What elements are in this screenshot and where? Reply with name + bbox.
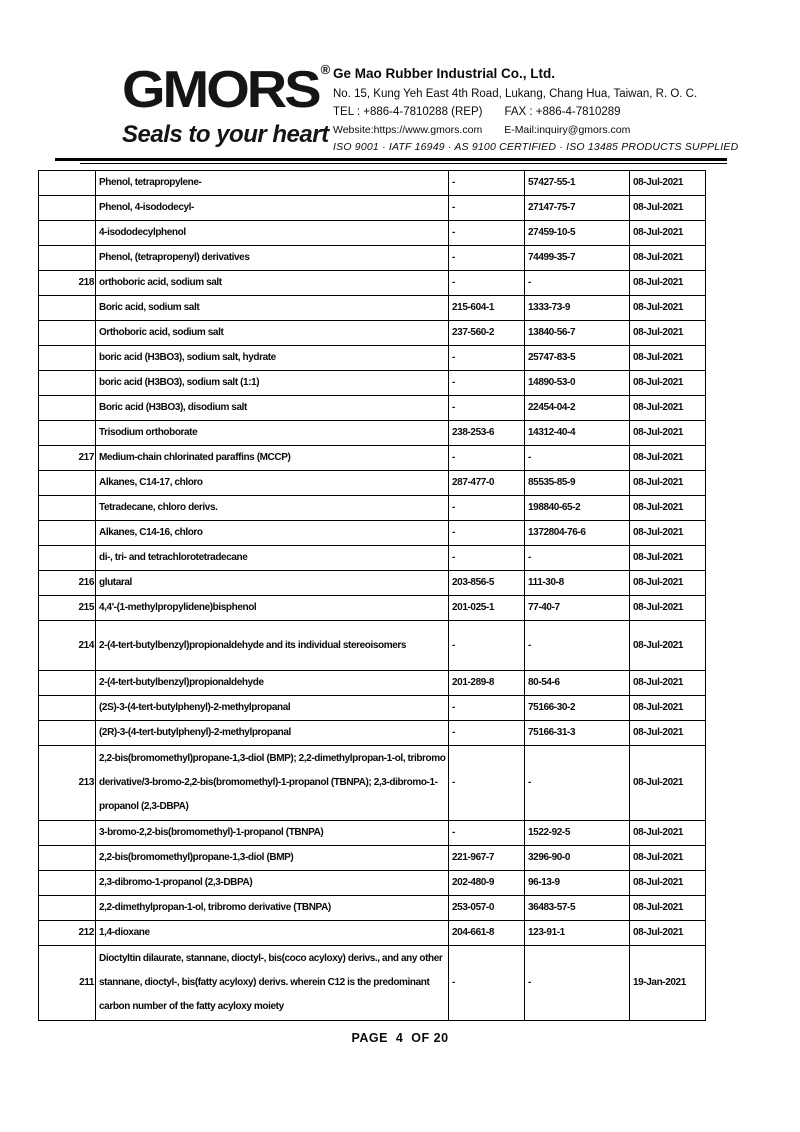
cas-number: 57427-55-1 (525, 171, 630, 196)
company-phone-line (333, 106, 753, 118)
cas-number: - (525, 746, 630, 821)
inclusion-date: 08-Jul-2021 (630, 696, 706, 721)
cas-number: 22454-04-2 (525, 396, 630, 421)
company-email: E-Mail:inquiry@gmors.com (504, 124, 631, 136)
substance-name: Trisodium orthoborate (96, 421, 449, 446)
substance-name: 2-(4-tert-butylbenzyl)propionaldehyde and its individual stereoisomers (96, 621, 449, 671)
substance-name: Orthoboric acid, sodium salt (96, 321, 449, 346)
substance-name: Tetradecane, chloro derivs. (96, 496, 449, 521)
ec-number: 215-604-1 (449, 296, 525, 321)
table-row (39, 571, 706, 596)
table-row (39, 871, 706, 896)
table-row (39, 471, 706, 496)
row-number (39, 221, 96, 246)
ec-number: - (449, 546, 525, 571)
table-row (39, 896, 706, 921)
table-row (39, 696, 706, 721)
ec-number: 202-480-9 (449, 871, 525, 896)
ec-number: 237-560-2 (449, 321, 525, 346)
page-footer: PAGE 4 OF 20 (351, 1031, 449, 1045)
company-website: Website:https://www.gmors.com (333, 124, 483, 136)
ec-number: - (449, 171, 525, 196)
inclusion-date: 08-Jul-2021 (630, 246, 706, 271)
substance-name: Phenol, tetrapropylene- (96, 171, 449, 196)
inclusion-date: 08-Jul-2021 (630, 596, 706, 621)
ec-number: - (449, 496, 525, 521)
substance-name: 1,4-dioxane (96, 921, 449, 946)
row-number (39, 671, 96, 696)
row-number (39, 296, 96, 321)
ec-number: - (449, 746, 525, 821)
cas-number: 14890-53-0 (525, 371, 630, 396)
header-rule (55, 158, 727, 161)
row-number (39, 696, 96, 721)
ec-number: 204-661-8 (449, 921, 525, 946)
ec-number: - (449, 396, 525, 421)
inclusion-date: 08-Jul-2021 (630, 321, 706, 346)
ec-number: - (449, 271, 525, 296)
ec-number: - (449, 196, 525, 221)
cas-number: 25747-83-5 (525, 346, 630, 371)
table-row (39, 521, 706, 546)
inclusion-date: 08-Jul-2021 (630, 871, 706, 896)
inclusion-date: 08-Jul-2021 (630, 671, 706, 696)
ec-number: - (449, 521, 525, 546)
substance-name: 4,4'-(1-methylpropylidene)bisphenol (96, 596, 449, 621)
inclusion-date: 08-Jul-2021 (630, 621, 706, 671)
substance-name: boric acid (H3BO3), sodium salt (1:1) (96, 371, 449, 396)
table-row (39, 496, 706, 521)
row-number: 214 (39, 621, 96, 671)
inclusion-date: 08-Jul-2021 (630, 921, 706, 946)
header-rule-thin (80, 163, 727, 164)
ec-number: - (449, 721, 525, 746)
logo-tagline: Seals to your heart (122, 121, 329, 148)
ec-number: - (449, 346, 525, 371)
table-row (39, 746, 706, 821)
gmors-logo (122, 60, 334, 149)
ec-number: 253-057-0 (449, 896, 525, 921)
row-number (39, 196, 96, 221)
substance-table-body (39, 171, 706, 1021)
table-row (39, 821, 706, 846)
substance-name: 2,2-bis(bromomethyl)propane-1,3-diol (BMP) (96, 846, 449, 871)
row-number: 212 (39, 921, 96, 946)
ec-number: 238-253-6 (449, 421, 525, 446)
table-row (39, 446, 706, 471)
ec-number: 221-967-7 (449, 846, 525, 871)
ec-number: 203-856-5 (449, 571, 525, 596)
cas-number: 85535-85-9 (525, 471, 630, 496)
ec-number: - (449, 446, 525, 471)
cas-number: - (525, 621, 630, 671)
row-number (39, 471, 96, 496)
cas-number: 96-13-9 (525, 871, 630, 896)
row-number: 211 (39, 946, 96, 1021)
substance-name: Alkanes, C14-17, chloro (96, 471, 449, 496)
row-number (39, 371, 96, 396)
row-number: 218 (39, 271, 96, 296)
cas-number: 111-30-8 (525, 571, 630, 596)
row-number: 216 (39, 571, 96, 596)
cas-number: 36483-57-5 (525, 896, 630, 921)
table-row (39, 596, 706, 621)
row-number (39, 246, 96, 271)
cas-number: 1333-73-9 (525, 296, 630, 321)
table-row (39, 421, 706, 446)
inclusion-date: 08-Jul-2021 (630, 896, 706, 921)
ec-number: 287-477-0 (449, 471, 525, 496)
row-number (39, 871, 96, 896)
ec-number: - (449, 371, 525, 396)
row-number (39, 321, 96, 346)
substance-name: Dioctyltin dilaurate, stannane, dioctyl-, bis(coco acyloxy) derivs., and any other stannane, dioctyl-, bis(fatty acyloxy) derivs. wherein C12 is the predominant carbon number of the fatty acyloxy moiety (96, 946, 449, 1021)
table-row (39, 346, 706, 371)
substance-name: glutaral (96, 571, 449, 596)
gmors-logo-text: GMORS (122, 60, 319, 119)
substance-name: Phenol, 4-isododecyl- (96, 196, 449, 221)
cas-number: 27147-75-7 (525, 196, 630, 221)
company-web-line (333, 124, 753, 136)
cas-number: 1522-92-5 (525, 821, 630, 846)
inclusion-date: 08-Jul-2021 (630, 421, 706, 446)
row-number (39, 846, 96, 871)
company-name: Ge Mao Rubber Industrial Co., Ltd. (333, 66, 556, 81)
row-number: 213 (39, 746, 96, 821)
cas-number: 198840-65-2 (525, 496, 630, 521)
company-certifications: ISO 9001 · IATF 16949 · AS 9100 CERTIFIED · ISO 13485 PRODUCTS SUPPLIED (333, 141, 739, 153)
substance-name: Phenol, (tetrapropenyl) derivatives (96, 246, 449, 271)
substance-name: 3-bromo-2,2-bis(bromomethyl)-1-propanol (TBNPA) (96, 821, 449, 846)
company-address: No. 15, Kung Yeh East 4th Road, Lukang, Chang Hua, Taiwan, R. O. C. (333, 88, 698, 100)
cas-number: 13840-56-7 (525, 321, 630, 346)
table-row (39, 296, 706, 321)
inclusion-date: 08-Jul-2021 (630, 346, 706, 371)
cas-number: 80-54-6 (525, 671, 630, 696)
table-row (39, 671, 706, 696)
row-number (39, 346, 96, 371)
row-number (39, 521, 96, 546)
inclusion-date: 08-Jul-2021 (630, 221, 706, 246)
ec-number: - (449, 696, 525, 721)
inclusion-date: 19-Jan-2021 (630, 946, 706, 1021)
row-number (39, 496, 96, 521)
inclusion-date: 08-Jul-2021 (630, 271, 706, 296)
table-row (39, 721, 706, 746)
inclusion-date: 08-Jul-2021 (630, 471, 706, 496)
table-row (39, 621, 706, 671)
cas-number: 75166-30-2 (525, 696, 630, 721)
substance-name: Boric acid, sodium salt (96, 296, 449, 321)
company-tel: TEL : +886-4-7810288 (REP) (333, 106, 483, 118)
ec-number: - (449, 246, 525, 271)
table-row (39, 171, 706, 196)
table-row (39, 921, 706, 946)
ec-number: 201-289-8 (449, 671, 525, 696)
inclusion-date: 08-Jul-2021 (630, 171, 706, 196)
inclusion-date: 08-Jul-2021 (630, 446, 706, 471)
substance-name: Medium-chain chlorinated paraffins (MCCP) (96, 446, 449, 471)
ec-number: - (449, 946, 525, 1021)
row-number: 217 (39, 446, 96, 471)
company-fax: FAX : +886-4-7810289 (504, 106, 621, 118)
cas-number: - (525, 271, 630, 296)
table-row (39, 846, 706, 871)
substance-name: 2,2-bis(bromomethyl)propane-1,3-diol (BMP); 2,2-dimethylpropan-1-ol, tribromo derivative/3-bromo-2,2-bis(bromomethyl)-1-propanol (TBNPA); 2,3-dibromo-1-propanol (2,3-DBPA) (96, 746, 449, 821)
ec-number: - (449, 621, 525, 671)
inclusion-date: 08-Jul-2021 (630, 371, 706, 396)
substance-name: 2,3-dibromo-1-propanol (2,3-DBPA) (96, 871, 449, 896)
cas-number: 1372804-76-6 (525, 521, 630, 546)
substance-name: (2S)-3-(4-tert-butylphenyl)-2-methylpropanal (96, 696, 449, 721)
row-number: 215 (39, 596, 96, 621)
inclusion-date: 08-Jul-2021 (630, 396, 706, 421)
cas-number: - (525, 946, 630, 1021)
row-number (39, 821, 96, 846)
ec-number: 201-025-1 (449, 596, 525, 621)
cas-number: 74499-35-7 (525, 246, 630, 271)
table-row (39, 546, 706, 571)
ec-number: - (449, 221, 525, 246)
substance-name: (2R)-3-(4-tert-butylphenyl)-2-methylpropanal (96, 721, 449, 746)
substance-name: Alkanes, C14-16, chloro (96, 521, 449, 546)
cas-number: 75166-31-3 (525, 721, 630, 746)
inclusion-date: 08-Jul-2021 (630, 821, 706, 846)
company-info (333, 66, 753, 153)
inclusion-date: 08-Jul-2021 (630, 571, 706, 596)
row-number (39, 546, 96, 571)
table-row (39, 946, 706, 1021)
cas-number: - (525, 546, 630, 571)
inclusion-date: 08-Jul-2021 (630, 721, 706, 746)
row-number (39, 421, 96, 446)
ec-number: - (449, 821, 525, 846)
table-row (39, 221, 706, 246)
inclusion-date: 08-Jul-2021 (630, 521, 706, 546)
cas-number: 27459-10-5 (525, 221, 630, 246)
cas-number: 14312-40-4 (525, 421, 630, 446)
inclusion-date: 08-Jul-2021 (630, 296, 706, 321)
table-row (39, 196, 706, 221)
cas-number: 77-40-7 (525, 596, 630, 621)
substance-name: orthoboric acid, sodium salt (96, 271, 449, 296)
substance-name: 2,2-dimethylpropan-1-ol, tribromo derivative (TBNPA) (96, 896, 449, 921)
table-row (39, 321, 706, 346)
substance-name: Boric acid (H3BO3), disodium salt (96, 396, 449, 421)
substance-name: di-, tri- and tetrachlorotetradecane (96, 546, 449, 571)
table-row (39, 246, 706, 271)
inclusion-date: 08-Jul-2021 (630, 546, 706, 571)
substance-name: 2-(4-tert-butylbenzyl)propionaldehyde (96, 671, 449, 696)
row-number (39, 721, 96, 746)
table-row (39, 371, 706, 396)
substance-table (38, 170, 706, 1021)
cas-number: 3296-90-0 (525, 846, 630, 871)
cas-number: 123-91-1 (525, 921, 630, 946)
registered-trademark-icon: ® (320, 62, 331, 77)
inclusion-date: 08-Jul-2021 (630, 846, 706, 871)
substance-name: 4-isododecylphenol (96, 221, 449, 246)
substance-name: boric acid (H3BO3), sodium salt, hydrate (96, 346, 449, 371)
table-row (39, 271, 706, 296)
row-number (39, 171, 96, 196)
table-row (39, 396, 706, 421)
inclusion-date: 08-Jul-2021 (630, 746, 706, 821)
row-number (39, 396, 96, 421)
row-number (39, 896, 96, 921)
inclusion-date: 08-Jul-2021 (630, 496, 706, 521)
inclusion-date: 08-Jul-2021 (630, 196, 706, 221)
cas-number: - (525, 446, 630, 471)
